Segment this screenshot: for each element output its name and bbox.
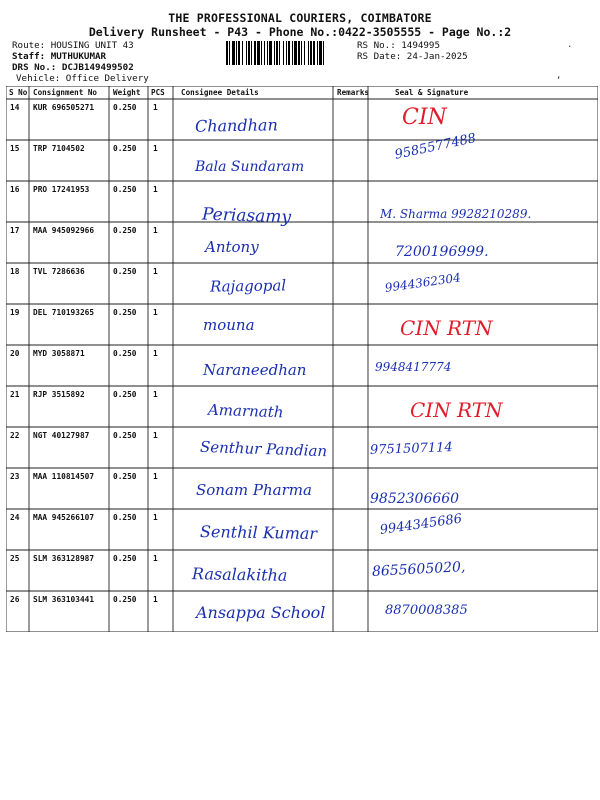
row-pcs: 1 [153, 390, 158, 399]
row-consignment-no: MAA 945092966 [33, 226, 95, 235]
barcode-bar [286, 41, 287, 65]
col-remarks: Remarks [337, 88, 370, 97]
row-sno: 18 [10, 267, 20, 276]
row-consignee-name: Antony [205, 238, 259, 256]
barcode-bar [229, 41, 230, 65]
drs-label: DRS No.: [12, 62, 57, 73]
row-sno: 21 [10, 390, 20, 399]
row-pcs: 1 [153, 513, 158, 522]
row-signature: 9944345686 [378, 511, 463, 538]
row-consignee-name: Amarnath [207, 400, 284, 422]
stray-mark: . [567, 40, 573, 50]
row-weight: 0.250 [113, 513, 137, 522]
stray-mark: , [556, 71, 562, 81]
row-pcs: 1 [153, 349, 158, 358]
row-consignment-no: NGT 40127987 [33, 431, 90, 440]
barcode-bar [238, 41, 240, 65]
row-consignee-name: mouna [203, 316, 255, 334]
row-sno: 19 [10, 308, 20, 317]
barcode-bar [274, 41, 275, 65]
barcode-image [226, 41, 352, 65]
row-weight: 0.250 [113, 554, 137, 563]
row-pcs: 1 [153, 144, 158, 153]
barcode-bar [267, 41, 268, 65]
row-pcs: 1 [153, 554, 158, 563]
row-weight: 0.250 [113, 185, 137, 194]
row-sno: 25 [10, 554, 20, 563]
barcode-bar [301, 41, 302, 65]
row-consignee-name: Senthur Pandian [199, 437, 328, 461]
row-sno: 16 [10, 185, 20, 194]
row-consignee-name: Naraneedhan [203, 361, 307, 379]
col-consignee: Consignee Details [181, 88, 259, 97]
row-weight: 0.250 [113, 390, 137, 399]
barcode-bar [319, 41, 322, 65]
barcode-bar [226, 41, 228, 65]
row-consignment-no: DEL 710193265 [33, 308, 95, 317]
barcode-bar [236, 41, 237, 65]
row-pcs: 1 [153, 267, 158, 276]
barcode-bar [292, 41, 293, 65]
row-weight: 0.250 [113, 472, 137, 481]
barcode-bar [264, 41, 265, 65]
row-consignment-no: TRP 7104502 [33, 144, 85, 153]
row-consignment-no: RJP 3515892 [33, 390, 85, 399]
row-sno: 23 [10, 472, 20, 481]
barcode-bar [298, 41, 300, 65]
drs-number [12, 62, 134, 73]
row-pcs: 1 [153, 185, 158, 194]
barcode-bar [317, 41, 318, 65]
rs-number: RS No.: 1494995 [357, 40, 440, 51]
row-consignment-no: MAA 945266107 [33, 513, 95, 522]
row-weight: 0.250 [113, 595, 137, 604]
row-signature: CIN RTN [400, 316, 493, 340]
row-weight: 0.250 [113, 431, 137, 440]
row-weight: 0.250 [113, 103, 137, 112]
barcode-bar [288, 41, 290, 65]
row-signature: 7200196999. [395, 244, 489, 260]
row-signature: 8655605020, [371, 559, 466, 580]
row-signature: 9948417774 [375, 360, 452, 374]
staff-label: Staff: MUTHUKUMAR [12, 51, 107, 62]
row-signature: 9852306660 [370, 491, 460, 507]
col-weight: Weight [113, 88, 141, 97]
col-pcs: PCS [151, 88, 165, 97]
row-signature: 9585577488 [393, 130, 478, 163]
barcode-bar [310, 41, 312, 65]
barcode-bar [323, 41, 324, 65]
row-signature: CIN RTN [410, 398, 503, 422]
row-consignment-no: MYD 3058871 [33, 349, 85, 358]
row-consignment-no: PRO 17241953 [33, 185, 90, 194]
row-consignment-no: MAA 110814507 [33, 472, 95, 481]
row-consignee-name: Bala Sundaram [195, 159, 305, 175]
row-sno: 26 [10, 595, 20, 604]
row-weight: 0.250 [113, 349, 137, 358]
vehicle-label: Vehicle: Office Delivery [16, 73, 149, 84]
barcode-bar [294, 41, 297, 65]
barcode-bar [242, 41, 243, 65]
row-consignee-name: Rajagopal [209, 276, 287, 296]
row-consignment-no: KUR 696505271 [33, 103, 95, 112]
row-pcs: 1 [153, 472, 158, 481]
row-sno: 17 [10, 226, 20, 235]
row-signature: M. Sharma 9928210289. [380, 207, 532, 221]
row-sno: 22 [10, 431, 20, 440]
row-consignment-no: SLM 363128987 [33, 554, 95, 563]
drs-value: DCJB149499502 [61, 62, 134, 73]
barcode-bar [308, 41, 309, 65]
row-sno: 24 [10, 513, 20, 522]
col-signature: Seal & Signature [395, 88, 469, 97]
row-weight: 0.250 [113, 267, 137, 276]
row-consignee-name: Ansappa School [196, 603, 326, 622]
barcode-bar [283, 41, 284, 65]
row-sno: 20 [10, 349, 20, 358]
row-consignment-no: SLM 363103441 [33, 595, 95, 604]
row-consignee-name: Rasalakitha [191, 564, 288, 585]
barcode-bar [279, 41, 280, 65]
row-consignee-name: Chandhan [194, 115, 278, 136]
row-signature: CIN [402, 105, 447, 130]
row-consignee-name: Sonam Pharma [196, 481, 312, 499]
row-pcs: 1 [153, 595, 158, 604]
row-pcs: 1 [153, 226, 158, 235]
barcode-bar [248, 41, 250, 65]
row-signature: 9751507114 [369, 440, 453, 458]
barcode-bar [232, 41, 235, 65]
row-weight: 0.250 [113, 226, 137, 235]
row-signature: 9944362304 [384, 270, 462, 295]
barcode-bar [269, 41, 272, 65]
barcode-bar [304, 41, 305, 65]
row-signature: 8870008385 [385, 603, 468, 618]
barcode-bar [276, 41, 278, 65]
barcode-bar [246, 41, 247, 65]
company-name: THE PROFESSIONAL COURIERS, COIMBATORE [168, 11, 432, 25]
barcode-bar [261, 41, 262, 65]
row-pcs: 1 [153, 308, 158, 317]
route-label: Route: HOUSING UNIT 43 [12, 40, 134, 51]
barcode-bar [313, 41, 315, 65]
barcode-bar [251, 41, 252, 65]
row-pcs: 1 [153, 103, 158, 112]
col-sno: S No [9, 88, 28, 97]
row-weight: 0.250 [113, 144, 137, 153]
runsheet-title: Delivery Runsheet - P43 - Phone No.:0422-3505555 - Page No.:2 [88, 25, 512, 39]
row-weight: 0.250 [113, 308, 137, 317]
row-consignee-name: Senthil Kumar [199, 521, 318, 544]
barcode-bar [257, 41, 260, 65]
row-pcs: 1 [153, 431, 158, 440]
rs-date: RS Date: 24-Jan-2025 [357, 51, 468, 62]
row-sno: 15 [10, 144, 20, 153]
barcode-bar [254, 41, 256, 65]
row-sno: 14 [10, 103, 20, 112]
col-consignment: Consignment No [33, 88, 98, 97]
row-consignment-no: TVL 7286636 [33, 267, 85, 276]
row-consignee-name: Periasamy [201, 204, 292, 228]
